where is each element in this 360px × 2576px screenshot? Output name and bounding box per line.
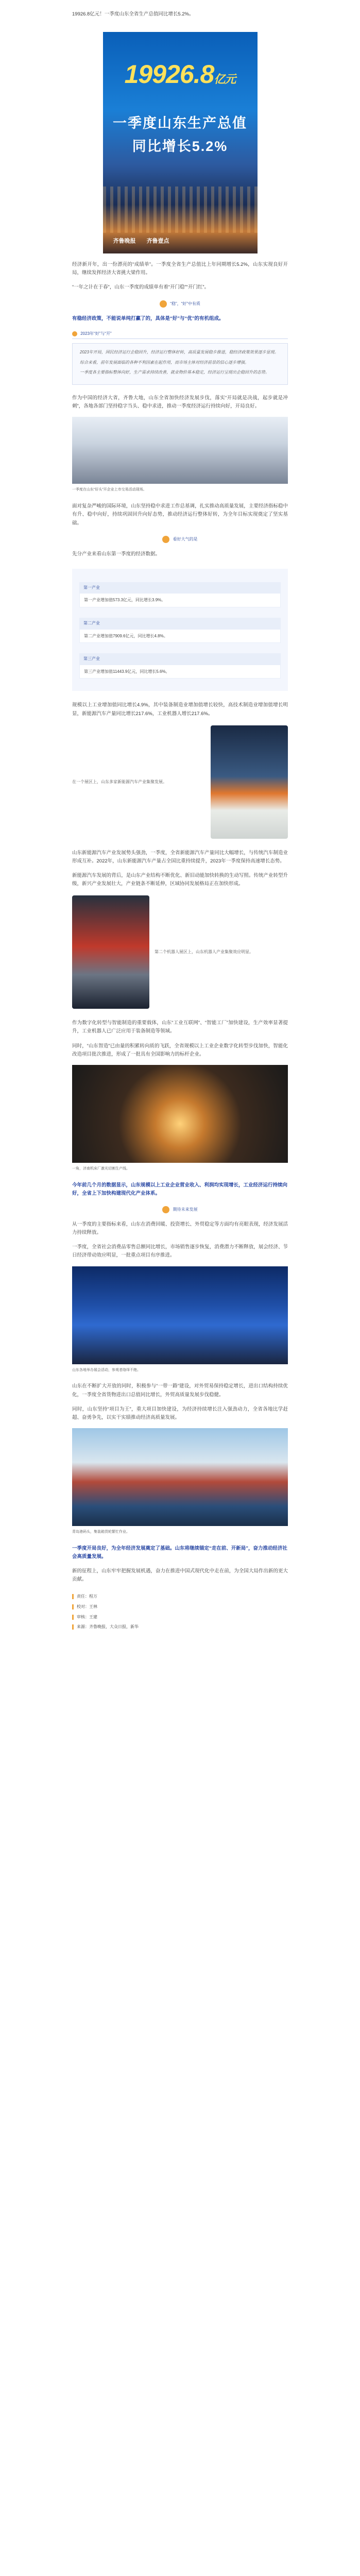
paragraph-11: 从一季度的主要指标来看，山东在消费回暖、投资增长、外贸稳定等方面均有亮眼表现，经济发展活力持续释放。 — [72, 1221, 288, 1236]
robot-split — [72, 895, 288, 1009]
robot-photo — [72, 895, 149, 1009]
car-photo — [211, 725, 288, 839]
caption-1: 一季度在山东“好头”开企业上市交易活动现场。 — [72, 488, 147, 492]
hero-banner — [103, 32, 258, 253]
paragraph-5: 先分产业来看山东第一季度的经济数据。 — [72, 551, 161, 557]
highlight-2: 今年前几个月的数据显示，山东规模以上工业企业营业收入、利润均实现增长，工业经济运行持续向好，全省上下加快构建现代化产业体系。 — [72, 1182, 288, 1196]
industry-value: 第二产业增加值7909.6亿元，同比增长4.8%。 — [79, 629, 281, 643]
highlight-3: 一季度开局良好，为全年经济发展奠定了基础。山东将继续锚定“走在前、开新局”，奋力推动经济社会高质量发展。 — [72, 1545, 288, 1560]
paragraph-6: 规模以上工业增加值同比增长4.9%，其中装备制造业增加值增长较快，高技术制造业增加值增长明显，新能源汽车产量同比增长217.6%，工业机器人增长217.6%。 — [72, 702, 288, 717]
industry-title: 第二产业 — [79, 618, 281, 629]
paragraph-15: 新的征程上，山东牢牢把握发展机遇，奋力在推进中国式现代化中走在前，为全国大局作出新的更大贡献。 — [72, 1568, 288, 1583]
paragraph-4: 面对复杂严峻的国际环境，山东坚持稳中求进工作总基调，扎实推动高质量发展，主要经济指标稳中有升、稳中向好，持续巩固回升向好态势，推动经济运行整体好转，为全年目标实现奠定了坚实基础。 — [72, 503, 288, 526]
industry-value: 第三产业增加值11443.9亿元，同比增长5.6%。 — [79, 665, 281, 679]
hero-logos — [113, 236, 179, 246]
expo-photo — [72, 1266, 288, 1364]
hero-line2: 同比增长5.2% — [132, 139, 228, 155]
city-skyline — [103, 187, 258, 233]
industry-title: 第三产业 — [79, 653, 281, 665]
highlight-1: 有稳经济政策，不能说单纯打赢了的，具体是“好”与“优”的有机组成。 — [72, 315, 224, 321]
paragraph-9: 作为数字化转型与智能制造的重要载体，山东“工业互联网”、“智能工厂”加快建设，生产效率显著提升，工业机器人已广泛应用于装备制造等领域。 — [72, 1020, 288, 1035]
hero-number: 19926.8亿元 — [124, 60, 236, 89]
paragraph-3: 作为中国的经济大省，齐鲁大地，山东全省加快经济发展步伐，落实“开局就是决战，起步就是冲刺”，各地各部门坚持稳字当头、稳中求进，推动一季度经济运行持续向好，开局良好。 — [72, 395, 288, 410]
paragraph-13: 山东在不断扩大开放的同时，积极参与“一带一路”建设，对外贸易保持稳定增长，进出口结构持续优化，一季度全省货物进出口总值同比增长，外贸高质量发展步伐稳健。 — [72, 1383, 288, 1398]
industry-card — [79, 618, 281, 643]
paragraph-12: 一季度，全省社会消费品零售总额同比增长，市场销售逐步恢复，消费潜力不断释放，展会经济、节日经济带动效应明显，一批重点项目有序推进。 — [72, 1244, 288, 1259]
hero-line1: 一季度山东生产总值 — [113, 115, 247, 131]
meeting-photo — [72, 417, 288, 484]
car-split — [72, 725, 288, 839]
paragraph-1: 经济新开年，出一份漂亮的“成绩单”。一季度全省生产总值比上年同期增长5.2%，山东实现良好开局，继续发挥经济大省挑大梁作用。 — [72, 262, 288, 276]
caption-2: 一角，济南机床厂激光切割生产线。 — [72, 1166, 130, 1171]
paragraph-2: “一年之计在于春”，山东一季度的成绩单有着“开门稳”“开门红”。 — [72, 284, 209, 291]
paragraph-14: 同时，山东坚持“项目为王”，重大项目加快建设，为经济持续增长注入强劲动力，全省各地比学赶超、奋勇争先，以实干实绩推动经济高质量发展。 — [72, 1406, 288, 1420]
industry-card — [79, 582, 281, 607]
caption-3: 山东各地举办展会活动，参观者络绎不绝。 — [72, 1368, 141, 1372]
car-caption: 在一个展区上，山东多家新能源汽车产业集聚发展。 — [72, 779, 167, 784]
robot-caption: 第二个机器人展区上，山东机器人产业集聚效应明显。 — [155, 950, 253, 955]
section-3-header: 期待未来发展 — [72, 1206, 288, 1213]
port-photo — [72, 1428, 288, 1526]
paragraph-7: 山东新能源汽车产业发展势头强劲，一季度，全省新能源汽车产量同比大幅增长，与传统汽车制造业形成互补。2022年，山东新能源汽车产量占全国比重持续提升，2023年一季度保持高速增长态势。 — [72, 850, 288, 864]
industry-value: 第一产业增加值573.3亿元，同比增长3.9%。 — [79, 593, 281, 607]
section-icon — [162, 536, 169, 543]
quote-line: 2023年开局，国民经济运行企稳回升，经济运行整体好转，高质量发展稳步推进，稳经济政策效果逐步显现。 — [80, 350, 279, 355]
section-1-header: “稳”，“好”中有质 — [72, 300, 288, 308]
logo-left: 齐鲁晚报 — [113, 238, 136, 245]
quote-box — [72, 343, 288, 385]
section-icon — [162, 1206, 169, 1213]
intro-text: 19926.8亿元！一季度山东全省生产总值同比增长5.2%。 — [72, 11, 194, 17]
paragraph-8: 新能源汽车发展的背后，是山东产业结构不断优化、新旧动能加快转换的生动写照。传统产业转型升级，新兴产业发展壮大，产业链条不断延伸，区域协同发展格局正在加快形成。 — [72, 872, 288, 887]
industry-title: 第一产业 — [79, 582, 281, 594]
logo-right: 齐鲁壹点 — [146, 238, 169, 245]
footer-source: 来源：齐鲁晚报，大众日报，新华 — [72, 1623, 288, 1631]
article-footer — [72, 1593, 288, 1630]
tag-line-1: 2023年“好”与“开” — [72, 330, 288, 340]
caption-4: 青岛港码头，集装箱货轮繁忙作业。 — [72, 1530, 130, 1534]
section-2-header: 看好大气的是 — [72, 536, 288, 543]
tag-dot-icon — [72, 331, 77, 336]
footer-reviewer: 审核：王建 — [72, 1614, 288, 1621]
quote-line: 综合来看，前年发展面临的各种不利因素在起作用，而市场主体对经济前景的信心逐步增强。 — [80, 360, 249, 365]
footer-proofread: 校对：王林 — [72, 1603, 288, 1611]
footer-editor: 责任：程万 — [72, 1593, 288, 1600]
industry-box — [72, 569, 288, 691]
section-icon — [160, 300, 167, 308]
industry-card — [79, 653, 281, 679]
paragraph-10: 同时，“山东智造”已由量的积累转向质的飞跃，全省规模以上工业企业数字化转型步伐加快，智能化改造项目批次推进，形成了一批具有全国影响力的标杆企业。 — [72, 1043, 288, 1057]
quote-line: 一季度各主要指标整体向好，生产需求持续改善，就业物价基本稳定，经济运行呈现出企稳回升的态势。 — [80, 370, 269, 375]
laser-photo — [72, 1065, 288, 1163]
